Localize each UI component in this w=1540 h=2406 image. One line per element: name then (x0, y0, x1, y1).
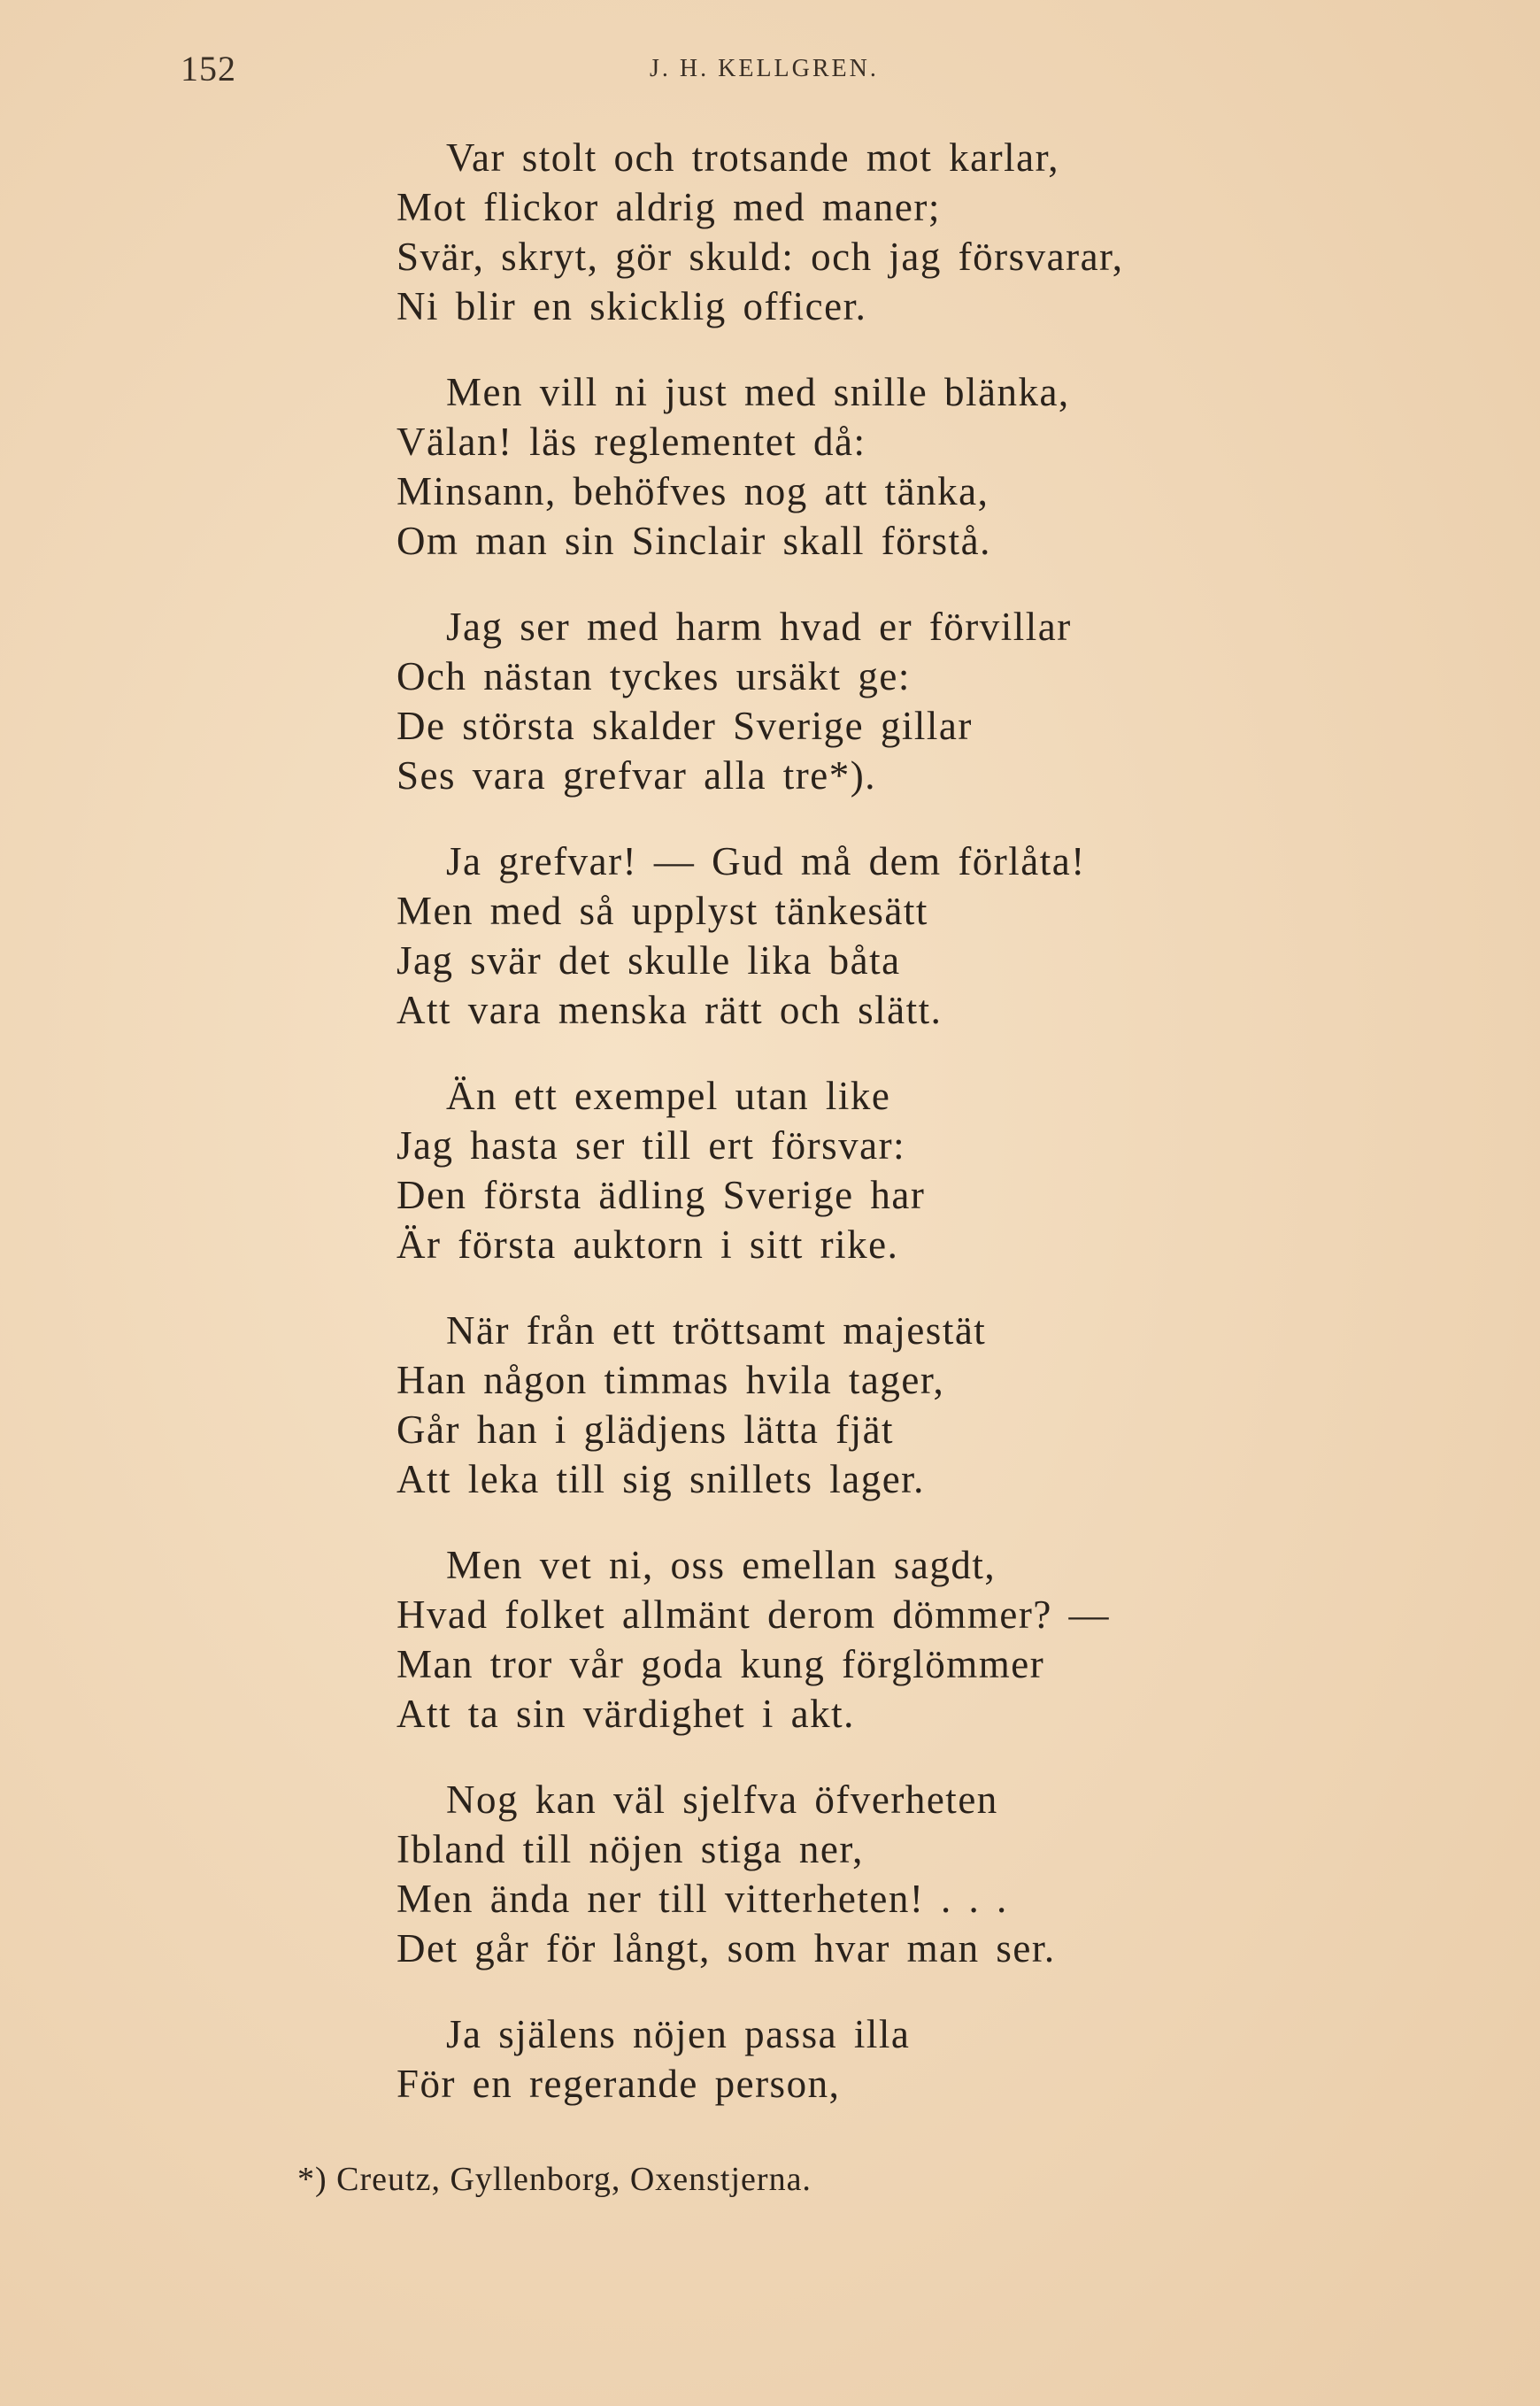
poem-line: Man tror vår goda kung förglömmer (397, 1642, 1045, 1686)
poem-line: Men ända ner till vitterheten! . . . (397, 1877, 1008, 1921)
poem-line: Men vill ni just med snille blänka, (446, 370, 1070, 414)
poem-line: Att vara menska rätt och slätt. (397, 988, 943, 1032)
poem-line: Ibland till nöjen stiga ner, (397, 1827, 864, 1871)
poem-line: Jag svär det skulle lika båta (397, 938, 901, 983)
poem-line: Minsann, behöfves nog att tänka, (397, 469, 989, 513)
poem-line: För en regerande person, (397, 2062, 841, 2106)
poem-line: Den första ädling Sverige har (397, 1173, 926, 1217)
poem-line: Jag hasta ser till ert försvar: (397, 1123, 906, 1168)
stanza-3 (397, 602, 1441, 800)
stanza-2 (397, 367, 1441, 566)
stanza-8 (397, 1775, 1441, 1973)
poem-line: Men vet ni, oss emellan sagdt, (446, 1543, 997, 1587)
poem-line: Mot flickor aldrig med maner; (397, 185, 941, 229)
stanza-9 (397, 2009, 1441, 2109)
poem-line: Ja grefvar! — Gud må dem förlåta! (446, 839, 1086, 883)
poem-line: Att leka till sig snillets lager. (397, 1457, 925, 1501)
stanza-7 (397, 1540, 1441, 1739)
stanza-6 (397, 1306, 1441, 1504)
poem-line: Svär, skryt, gör skuld: och jag försvarar, (397, 235, 1124, 279)
poem-line: Går han i glädjens lätta fjät (397, 1407, 895, 1452)
running-head: J. H. KELLGREN. (650, 55, 879, 82)
poem-line: De största skalder Sverige gillar (397, 704, 973, 748)
poem-line: Än ett exempel utan like (446, 1074, 891, 1118)
poem-line: Är första auktorn i sitt rike. (397, 1222, 899, 1267)
poem-line: Men med så upplyst tänkesätt (397, 889, 928, 933)
poem-line: Välan! läs reglementet då: (397, 420, 866, 464)
poem-line: Nog kan väl sjelfva öfverheten (446, 1778, 998, 1822)
poem-line: Hvad folket allmänt derom dömmer? — (397, 1592, 1111, 1637)
poem-line: Ni blir en skicklig officer. (397, 284, 867, 328)
stanza-5 (397, 1071, 1441, 1269)
poem-line: Han någon timmas hvila tager, (397, 1358, 945, 1402)
page-number: 152 (181, 49, 236, 89)
stanza-1 (397, 133, 1441, 331)
poem-line: Jag ser med harm hvad er förvillar (446, 605, 1072, 649)
poem-line: När från ett tröttsamt majestät (446, 1308, 987, 1353)
stanza-4 (397, 837, 1441, 1035)
poem-line: Och nästan tyckes ursäkt ge: (397, 654, 911, 698)
poem-line: Var stolt och trotsande mot karlar, (446, 135, 1060, 180)
poem-line: Ja själens nöjen passa illa (446, 2012, 911, 2056)
poem-line: Det går för långt, som hvar man ser. (397, 1926, 1056, 1970)
poem-line: Att ta sin värdighet i akt. (397, 1692, 855, 1736)
page-header (181, 48, 1243, 101)
poem (397, 133, 1441, 2145)
poem-line: Ses vara grefvar alla tre*). (397, 753, 876, 798)
poem-line: Om man sin Sinclair skall förstå. (397, 519, 991, 563)
footnote: *) Creutz, Gyllenborg, Oxenstjerna. (297, 2161, 812, 2198)
